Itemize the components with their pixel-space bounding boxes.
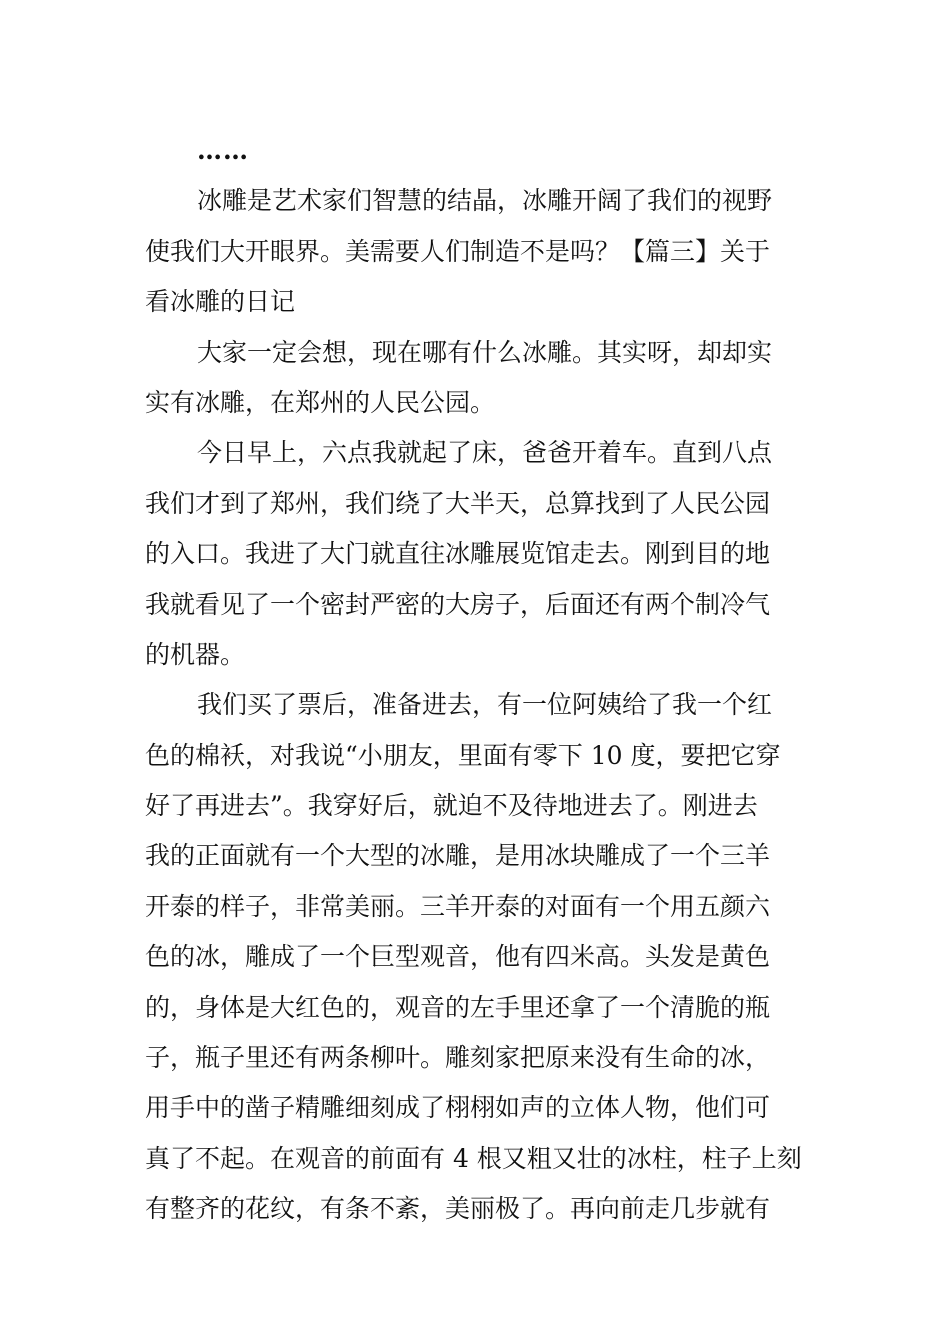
paragraph-line: 看冰雕的日记 xyxy=(145,287,296,317)
paragraph-line: 子，瓶子里还有两条柳叶。雕刻家把原来没有生命的冰， xyxy=(145,1043,771,1073)
document-body xyxy=(145,126,810,1235)
paragraph-line: 实有冰雕，在郑州的人民公园。 xyxy=(145,387,496,417)
paragraph-line: 开泰的样子，非常美丽。三羊开泰的对面有一个用五颜六 xyxy=(145,891,771,921)
paragraph-line: 的机器。 xyxy=(145,639,246,669)
paragraph-line: 我的正面就有一个大型的冰雕，是用冰块雕成了一个三羊 xyxy=(145,841,771,871)
paragraph-line: 色的冰，雕成了一个巨型观音，他有四米高。头发是黄色 xyxy=(145,942,771,972)
paragraph-line: 冰雕是艺术家们智慧的结晶，冰雕开阔了我们的视野 xyxy=(197,186,773,216)
paragraph-line: 大家一定会想，现在哪有什么冰雕。其实呀，却却实 xyxy=(197,337,773,367)
paragraph-line: 我们买了票后，准备进去，有一位阿姨给了我一个红 xyxy=(197,690,773,720)
paragraph-line: 今日早上，六点我就起了床，爸爸开着车。直到八点 xyxy=(197,438,773,468)
paragraph-line: 我就看见了一个密封严密的大房子，后面还有两个制冷气 xyxy=(145,589,771,619)
paragraph-line: 有整齐的花纹，有条不紊，美丽极了。再向前走几步就有 xyxy=(145,1194,771,1224)
paragraph-line: 好了再进去”。我穿好后，就迫不及待地进去了。刚进去 xyxy=(145,791,758,821)
paragraph-line: 的入口。我进了大门就直往冰雕展览馆走去。刚到目的地 xyxy=(145,539,771,569)
paragraph-line: 的，身体是大红色的，观音的左手里还拿了一个清脆的瓶 xyxy=(145,992,771,1022)
paragraph-line: 真了不起。在观音的前面有 4 根又粗又壮的冰柱，柱子上刻 xyxy=(145,1143,802,1173)
ellipsis-line: …… xyxy=(197,136,249,165)
paragraph-line: 用手中的凿子精雕细刻成了栩栩如声的立体人物，他们可 xyxy=(145,1093,771,1123)
paragraph-line: 使我们大开眼界。美需要人们制造不是吗？【篇三】关于 xyxy=(145,236,771,266)
paragraph-line: 我们才到了郑州，我们绕了大半天，总算找到了人民公园 xyxy=(145,488,771,518)
paragraph-line: 色的棉袄，对我说“小朋友，里面有零下 10 度，要把它穿 xyxy=(145,740,781,770)
